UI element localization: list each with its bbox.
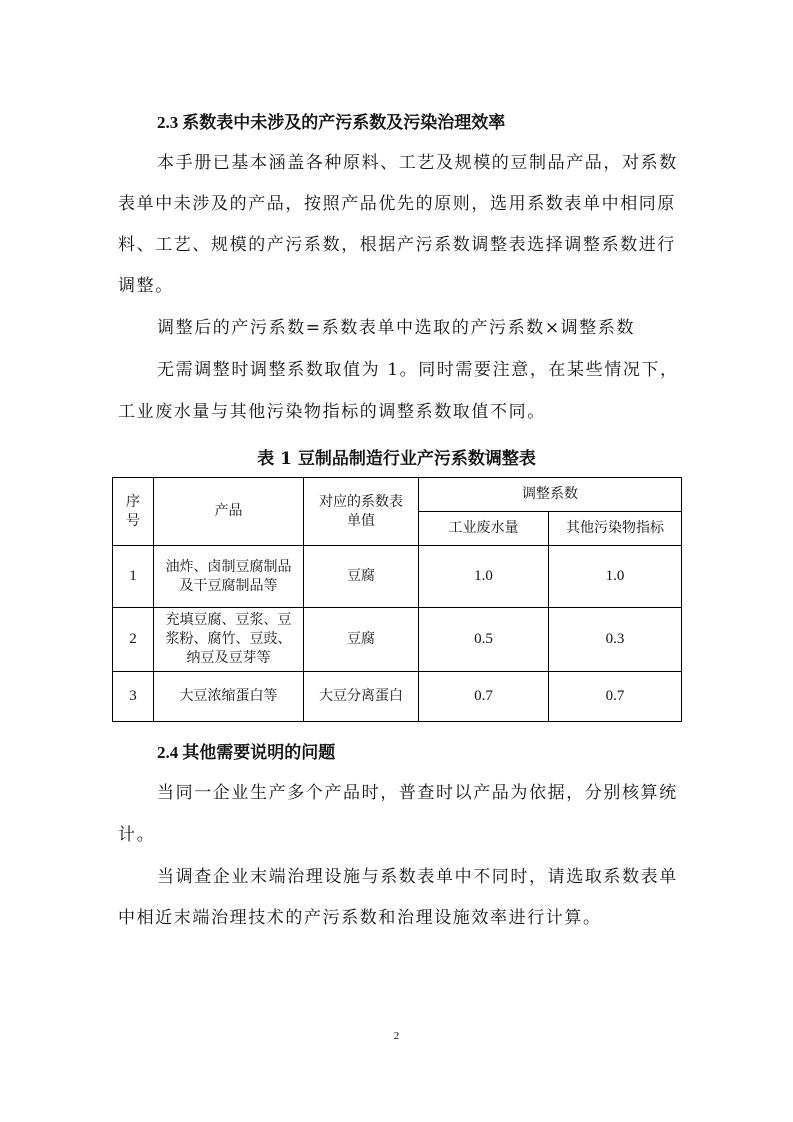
table-row: [113, 608, 682, 672]
section-number: 2.4: [157, 743, 179, 762]
cell-product: 油炸、卤制豆腐制品及干豆腐制品等: [154, 546, 304, 608]
section-title: 其他需要说明的问题: [182, 743, 336, 763]
section-heading-2-3: [157, 108, 505, 133]
header-product: 产品: [154, 478, 304, 546]
table-row: [113, 546, 682, 608]
paragraph-line: 表单中未涉及的产品，按照产品优先的原则，选用系数表单中相同原: [118, 194, 676, 214]
cell-water: 1.0: [419, 546, 549, 608]
header-seq: 序号: [113, 478, 154, 546]
cell-other: 0.7: [549, 672, 682, 722]
paragraph-line: 调整。: [118, 276, 174, 296]
paragraph-line: 计。: [118, 825, 156, 845]
formula-line: 调整后的产污系数=系数表单中选取的产污系数×调整系数: [157, 318, 636, 338]
cell-product: 大豆浓缩蛋白等: [154, 672, 304, 722]
cell-water: 0.5: [419, 608, 549, 672]
cell-unit: 豆腐: [304, 608, 419, 672]
adjustment-coefficient-table: [112, 477, 682, 722]
cell-unit: 豆腐: [304, 546, 419, 608]
section-heading-2-4: [157, 738, 335, 763]
table-row: [113, 672, 682, 722]
cell-seq: 1: [113, 546, 154, 608]
header-water: 工业废水量: [419, 512, 549, 546]
cell-water: 0.7: [419, 672, 549, 722]
paragraph-line: 无需调整时调整系数取值为 1。同时需要注意，在某些情况下，: [157, 360, 679, 380]
paragraph-line: 当调查企业末端治理设施与系数表单中不同时，请选取系数表单: [157, 867, 678, 887]
section-number: 2.3: [157, 113, 179, 132]
paragraph-line: 工业废水量与其他污染物指标的调整系数取值不同。: [118, 402, 546, 422]
section-title: 系数表中未涉及的产污系数及污染治理效率: [182, 113, 506, 133]
table-caption: 表 1 豆制品制造行业产污系数调整表: [257, 449, 536, 469]
paragraph-line: 料、工艺、规模的产污系数，根据产污系数调整表选择调整系数进行: [118, 235, 676, 255]
paragraph-line: 本手册已基本涵盖各种原料、工艺及规模的豆制品产品，对系数: [157, 153, 678, 173]
paragraph-line: 中相近末端治理技术的产污系数和治理设施效率进行计算。: [118, 908, 602, 928]
cell-seq: 3: [113, 672, 154, 722]
header-adjust: 调整系数: [419, 478, 682, 512]
page-number: 2: [393, 1030, 400, 1042]
cell-product: 充填豆腐、豆浆、豆浆粉、腐竹、豆豉、纳豆及豆芽等: [154, 608, 304, 672]
cell-unit: 大豆分离蛋白: [304, 672, 419, 722]
paragraph-line: 当同一企业生产多个产品时，普查时以产品为依据，分别核算统: [157, 783, 678, 803]
header-unit: 对应的系数表单值: [304, 478, 419, 546]
cell-other: 1.0: [549, 546, 682, 608]
cell-seq: 2: [113, 608, 154, 672]
cell-other: 0.3: [549, 608, 682, 672]
header-other: 其他污染物指标: [549, 512, 682, 546]
